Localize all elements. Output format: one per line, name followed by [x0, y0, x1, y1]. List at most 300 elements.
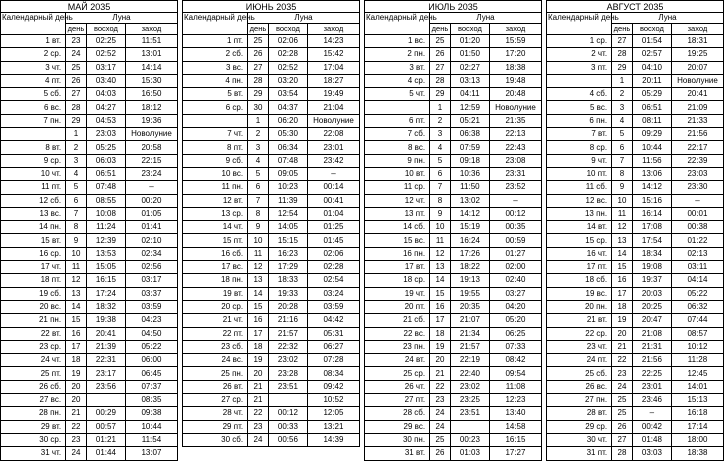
moon-age-cell: 29: [248, 88, 269, 101]
moonset-cell: 03:24: [307, 287, 359, 300]
moonset-cell: 08:35: [125, 394, 177, 407]
table-row: [547, 48, 724, 61]
moonrise-cell: 17:24: [86, 287, 125, 300]
moonset-cell: 08:42: [489, 354, 541, 367]
moonset-cell: 21:56: [671, 128, 723, 141]
moon-age-cell: 1: [430, 101, 451, 114]
day-cell: 11 пт.: [1, 181, 66, 194]
moonset-cell: 03:27: [489, 287, 541, 300]
day-cell: 29 ср.: [547, 420, 612, 433]
table-row: [183, 167, 360, 180]
moon-age-cell: 10: [430, 221, 451, 234]
moonrise-cell: 08:11: [632, 114, 671, 127]
table-row: [547, 101, 724, 114]
moonset-cell: 23:42: [307, 154, 359, 167]
moonset-cell: 14:14: [125, 61, 177, 74]
table-row: [365, 420, 542, 433]
moonset-cell: 15:30: [125, 74, 177, 87]
moonrise-cell: 07:48: [86, 181, 125, 194]
table-row: [547, 221, 724, 234]
day-cell: 30 пн.: [365, 433, 430, 446]
day-cell: [183, 114, 248, 127]
moonrise-cell: 02:25: [86, 35, 125, 48]
table-row: [183, 354, 360, 367]
day-cell: 18 ср.: [365, 274, 430, 287]
moon-header: Луна: [612, 13, 724, 24]
moonrise-cell: 05:30: [268, 128, 307, 141]
moon-age-cell: 25: [430, 433, 451, 446]
moonrise-cell: 19:55: [450, 287, 489, 300]
table-row: [183, 74, 360, 87]
moonrise-cell: 23:02: [268, 354, 307, 367]
moonset-cell: 02:34: [125, 247, 177, 260]
table-row: [183, 287, 360, 300]
moon-age-cell: 10: [66, 247, 87, 260]
moon-age-cell: 24: [612, 380, 633, 393]
table-row: [365, 340, 542, 353]
day-cell: 26 вт.: [183, 380, 248, 393]
moon-age-cell: 14: [248, 287, 269, 300]
table-row: [547, 74, 724, 87]
table-row: [547, 354, 724, 367]
moonrise-cell: 10:36: [450, 167, 489, 180]
table-row: [183, 154, 360, 167]
month-title: ИЮЛЬ 2035: [365, 1, 542, 13]
moonrise-cell: [268, 394, 307, 407]
moonrise-cell: 02:28: [268, 48, 307, 61]
day-cell: 3 чт.: [1, 61, 66, 74]
moonset-cell: 19:25: [671, 48, 723, 61]
day-cell: 12 вс.: [547, 194, 612, 207]
moonrise-cell: 14:12: [632, 181, 671, 194]
moon-age-cell: 5: [612, 128, 633, 141]
day-cell: 10 вс.: [183, 167, 248, 180]
moon-age-cell: 25: [430, 35, 451, 48]
moonrise-cell: 23:51: [450, 407, 489, 420]
moon-age-cell: 11: [248, 247, 269, 260]
moonrise-cell: 21:56: [632, 354, 671, 367]
moonrise-cell: 23:25: [450, 394, 489, 407]
moonrise-cell: 21:08: [632, 327, 671, 340]
table-row: [1, 207, 178, 220]
day-cell: 12 чт.: [365, 194, 430, 207]
table-row: [547, 88, 724, 101]
table-row: [1, 354, 178, 367]
moon-age-cell: 27: [248, 61, 269, 74]
moonset-header: заход: [671, 24, 723, 35]
moon-age-cell: 3: [612, 101, 633, 114]
moonset-cell: 02:13: [671, 247, 723, 260]
table-row: [1, 433, 178, 446]
moon-age-cell: 13: [430, 261, 451, 274]
moonrise-cell: 19:38: [86, 314, 125, 327]
day-cell: 7 сб.: [365, 128, 430, 141]
moonset-cell: 02:40: [489, 274, 541, 287]
moon-age-cell: 21: [248, 394, 269, 407]
moonrise-cell: 03:03: [632, 447, 671, 460]
moon-age-cell: 17: [430, 314, 451, 327]
moonrise-cell: 02:52: [86, 48, 125, 61]
day-cell: 9 ср.: [1, 154, 66, 167]
moonrise-cell: 05:25: [86, 141, 125, 154]
table-row: [547, 433, 724, 446]
moonrise-cell: 05:29: [632, 88, 671, 101]
day-cell: 1 пт.: [183, 35, 248, 48]
table-row: [547, 274, 724, 287]
moonset-cell: Новолуние: [671, 74, 723, 87]
table-row: [183, 380, 360, 393]
moonset-cell: 05:31: [307, 327, 359, 340]
moon-age-cell: 12: [430, 247, 451, 260]
moon-age-cell: 20: [430, 354, 451, 367]
day-cell: 26 сб.: [1, 380, 66, 393]
moon-age-cell: 9: [612, 181, 633, 194]
moonrise-cell: 21:16: [268, 314, 307, 327]
moon-age-cell: 10: [248, 234, 269, 247]
table-row: [547, 247, 724, 260]
moonset-cell: 19:48: [489, 74, 541, 87]
moonset-cell: 01:04: [307, 207, 359, 220]
moonset-cell: 22:39: [671, 154, 723, 167]
day-cell: 17 пт.: [547, 261, 612, 274]
day-cell: 25 ср.: [365, 367, 430, 380]
moonrise-cell: 04:10: [632, 61, 671, 74]
moonrise-cell: 07:59: [450, 141, 489, 154]
moonrise-cell: 13:53: [86, 247, 125, 260]
moon-age-cell: 24: [430, 420, 451, 433]
moonset-cell: 14:58: [489, 420, 541, 433]
moonrise-cell: 07:48: [268, 154, 307, 167]
day-cell: 15 ср.: [547, 234, 612, 247]
moon-age-cell: 23: [612, 367, 633, 380]
moon-age-cell: 23: [248, 420, 269, 433]
table-row: [183, 433, 360, 446]
table-row: [547, 35, 724, 48]
moonrise-cell: 16:23: [268, 247, 307, 260]
day-cell: [547, 74, 612, 87]
moonrise-cell: 21:57: [268, 327, 307, 340]
moonrise-cell: 04:37: [268, 101, 307, 114]
day-cell: 5 сб.: [1, 88, 66, 101]
table-row: [1, 447, 178, 460]
day-cell: 3 вс.: [183, 61, 248, 74]
moonset-cell: 06:27: [307, 340, 359, 353]
month-title: ИЮНЬ 2035: [183, 1, 360, 13]
day-cell: 16 сб.: [183, 247, 248, 260]
day-cell: 6 пн.: [547, 114, 612, 127]
moonset-cell: 23:01: [307, 141, 359, 154]
day-cell: 21 чт.: [183, 314, 248, 327]
moonrise-cell: 19:33: [268, 287, 307, 300]
table-row: [183, 101, 360, 114]
moonset-cell: 00:14: [307, 181, 359, 194]
moonset-cell: 17:14: [671, 420, 723, 433]
moon-age-cell: 16: [612, 274, 633, 287]
moon-age-cell: 27: [612, 433, 633, 446]
moon-age-cell: 22: [430, 380, 451, 393]
day-cell: 27 пт.: [365, 394, 430, 407]
moonrise-cell: 01:44: [86, 447, 125, 460]
day-cell: 17 вт.: [365, 261, 430, 274]
table-row: [365, 407, 542, 420]
moon-age-cell: 17: [612, 287, 633, 300]
table-row: [547, 287, 724, 300]
day-cell: 19 вт.: [183, 287, 248, 300]
moon-age-cell: 28: [612, 447, 633, 460]
moon-header: Луна: [248, 13, 360, 24]
moonrise-cell: 12:39: [86, 234, 125, 247]
moon-age-cell: 12: [248, 261, 269, 274]
day-cell: 31 вт.: [365, 447, 430, 460]
moon-age-cell: 9: [430, 207, 451, 220]
table-row: [1, 128, 178, 141]
moon-age-cell: 7: [248, 194, 269, 207]
moonrise-cell: 10:23: [268, 181, 307, 194]
table-row: [365, 274, 542, 287]
moon-age-cell: 15: [612, 261, 633, 274]
table-row: [365, 194, 542, 207]
day-cell: 6 ср.: [183, 101, 248, 114]
day-cell: 4 пн.: [183, 74, 248, 87]
moonrise-cell: 06:51: [86, 167, 125, 180]
moonset-cell: 07:44: [671, 314, 723, 327]
moon-age-cell: 29: [430, 88, 451, 101]
day-cell: 16 ср.: [1, 247, 66, 260]
day-cell: 23 ср.: [1, 340, 66, 353]
table-row: [365, 154, 542, 167]
moon-age-cell: 11: [430, 234, 451, 247]
moon-age-cell: 25: [248, 35, 269, 48]
moon-age-cell: 22: [66, 420, 87, 433]
moonrise-cell: 22:25: [632, 367, 671, 380]
day-cell: 20 пт.: [365, 300, 430, 313]
day-cell: 24 пт.: [547, 354, 612, 367]
day-cell: 3 пт.: [547, 61, 612, 74]
moon-age-cell: 6: [66, 194, 87, 207]
table-row: [547, 300, 724, 313]
moonrise-cell: 10:08: [86, 207, 125, 220]
moonrise-cell: 13:06: [632, 167, 671, 180]
month-table-july: [364, 0, 542, 458]
moonset-cell: 18:31: [671, 35, 723, 48]
day-cell: 30 ср.: [1, 433, 66, 446]
table-row: [365, 433, 542, 446]
day-cell: 7 чт.: [183, 128, 248, 141]
moon-age-cell: 30: [248, 101, 269, 114]
day-cell: 30 сб.: [183, 433, 248, 446]
table-row: [1, 394, 178, 407]
moon-age-cell: 20: [66, 380, 87, 393]
moonset-cell: 07:28: [307, 354, 359, 367]
day-cell: 7 вт.: [547, 128, 612, 141]
moonrise-cell: 14:05: [268, 221, 307, 234]
day-cell: 14 сб.: [365, 221, 430, 234]
moonset-cell: 15:13: [671, 394, 723, 407]
moonrise-cell: 23:56: [86, 380, 125, 393]
table-row: [183, 207, 360, 220]
calendar-day-header: Календарный день: [183, 13, 248, 35]
moonset-cell: 10:12: [671, 340, 723, 353]
moonset-cell: 02:56: [125, 261, 177, 274]
moonset-cell: 10:44: [125, 420, 177, 433]
moon-age-cell: 26: [612, 420, 633, 433]
table-row: [183, 407, 360, 420]
moonrise-cell: 21:07: [450, 314, 489, 327]
moonrise-cell: 20:35: [450, 300, 489, 313]
moonrise-cell: 23:46: [632, 394, 671, 407]
table-row: [1, 340, 178, 353]
moonrise-cell: 01:48: [632, 433, 671, 446]
day-cell: 7 пн.: [1, 114, 66, 127]
moonrise-cell: 15:19: [450, 221, 489, 234]
moon-age-cell: 6: [248, 181, 269, 194]
table-row: [1, 101, 178, 114]
moon-age-cell: 18: [612, 300, 633, 313]
moon-age-cell: 14: [430, 274, 451, 287]
moonrise-cell: 16:14: [632, 207, 671, 220]
table-row: [547, 261, 724, 274]
moon-age-cell: 11: [612, 207, 633, 220]
table-row: [1, 261, 178, 274]
moonrise-cell: 00:29: [86, 407, 125, 420]
moonrise-cell: 03:17: [86, 61, 125, 74]
table-row: [183, 141, 360, 154]
day-cell: 22 пт.: [183, 327, 248, 340]
day-cell: 8 ср.: [547, 141, 612, 154]
table-row: [365, 447, 542, 460]
moonset-cell: 18:27: [307, 74, 359, 87]
moon-age-cell: 8: [430, 194, 451, 207]
moonrise-cell: 03:40: [86, 74, 125, 87]
moon-age-cell: 23: [430, 394, 451, 407]
moonrise-cell: 11:50: [450, 181, 489, 194]
day-cell: 15 вт.: [1, 234, 66, 247]
month-title: МАЙ 2035: [1, 1, 178, 13]
day-cell: 26 вс.: [547, 380, 612, 393]
moonset-cell: 01:27: [489, 247, 541, 260]
moon-age-cell: 24: [248, 433, 269, 446]
day-cell: 4 ср.: [365, 74, 430, 87]
day-cell: 17 вс.: [183, 261, 248, 274]
moonset-cell: 00:41: [307, 194, 359, 207]
moon-age-cell: 20: [612, 327, 633, 340]
moon-age-cell: 18: [248, 340, 269, 353]
moonrise-cell: 23:03: [86, 128, 125, 141]
moon-age-cell: 7: [430, 181, 451, 194]
day-cell: 20 пн.: [547, 300, 612, 313]
moonrise-cell: 00:42: [632, 420, 671, 433]
moonset-cell: 20:07: [671, 61, 723, 74]
day-cell: 24 вт.: [365, 354, 430, 367]
moon-age-cell: 13: [248, 274, 269, 287]
day-cell: 11 пн.: [183, 181, 248, 194]
table-row: [547, 380, 724, 393]
moonset-cell: –: [125, 181, 177, 194]
moonset-cell: 23:08: [489, 154, 541, 167]
moonrise-cell: 22:19: [450, 354, 489, 367]
moonset-cell: 05:22: [671, 287, 723, 300]
day-cell: 20 вс.: [1, 300, 66, 313]
table-row: [183, 300, 360, 313]
table-row: [1, 287, 178, 300]
moonset-cell: 14:23: [307, 35, 359, 48]
moon-age-cell: 16: [248, 314, 269, 327]
moonrise-cell: 02:57: [632, 48, 671, 61]
moon-age-cell: 26: [430, 48, 451, 61]
moonset-cell: 16:15: [489, 433, 541, 446]
table-row: [547, 314, 724, 327]
moonset-cell: 10:52: [307, 394, 359, 407]
moonset-cell: 17:27: [489, 447, 541, 460]
day-cell: 8 вс.: [365, 141, 430, 154]
moonrise-cell: 22:31: [86, 354, 125, 367]
moon-age-cell: 29: [612, 61, 633, 74]
moonset-cell: 06:00: [125, 354, 177, 367]
moonset-cell: 00:01: [671, 207, 723, 220]
day-cell: 14 чт.: [183, 221, 248, 234]
moonset-cell: 09:42: [307, 380, 359, 393]
moon-age-cell: 3: [66, 154, 87, 167]
moonrise-cell: 05:21: [450, 114, 489, 127]
moonset-cell: 22:15: [125, 154, 177, 167]
moon-age-cell: 2: [612, 88, 633, 101]
table-row: [365, 327, 542, 340]
day-cell: 9 сб.: [183, 154, 248, 167]
moonrise-cell: 21:34: [450, 327, 489, 340]
moonset-cell: 00:38: [671, 221, 723, 234]
moon-age-cell: 20: [248, 367, 269, 380]
table-row: [365, 354, 542, 367]
table-row: [547, 327, 724, 340]
day-cell: 31 пт.: [547, 447, 612, 460]
day-cell: 13 вс.: [1, 207, 66, 220]
table-row: [183, 394, 360, 407]
day-cell: 3 вт.: [365, 61, 430, 74]
moonrise-cell: 01:54: [632, 35, 671, 48]
day-cell: 27 пн.: [547, 394, 612, 407]
moon-age-cell: 24: [66, 48, 87, 61]
moonset-cell: 03:59: [307, 300, 359, 313]
table-row: [183, 35, 360, 48]
table-row: [1, 194, 178, 207]
day-cell: 11 ср.: [365, 181, 430, 194]
moonset-cell: 05:20: [489, 314, 541, 327]
moonrise-header: восход: [86, 24, 125, 35]
moonset-cell: 11:54: [125, 433, 177, 446]
moon-age-cell: 19: [248, 354, 269, 367]
moonset-cell: 06:32: [671, 300, 723, 313]
day-cell: 13 пт.: [365, 207, 430, 220]
moon-age-cell: 15: [430, 287, 451, 300]
moonrise-cell: 00:23: [450, 433, 489, 446]
moonset-cell: 16:18: [671, 407, 723, 420]
moon-age-cell: 21: [248, 380, 269, 393]
moon-calendar-table: [182, 0, 360, 447]
moon-age-cell: 29: [66, 114, 87, 127]
table-row: [365, 314, 542, 327]
moonrise-cell: 08:55: [86, 194, 125, 207]
moon-age-cell: 9: [248, 221, 269, 234]
table-row: [365, 35, 542, 48]
moon-age-cell: 24: [430, 407, 451, 420]
moonrise-cell: 23:51: [268, 380, 307, 393]
moonrise-cell: 09:18: [450, 154, 489, 167]
moon-age-cell: 18: [430, 327, 451, 340]
table-row: [547, 207, 724, 220]
table-row: [547, 194, 724, 207]
day-cell: 28 чт.: [183, 407, 248, 420]
moonset-cell: 14:01: [671, 380, 723, 393]
